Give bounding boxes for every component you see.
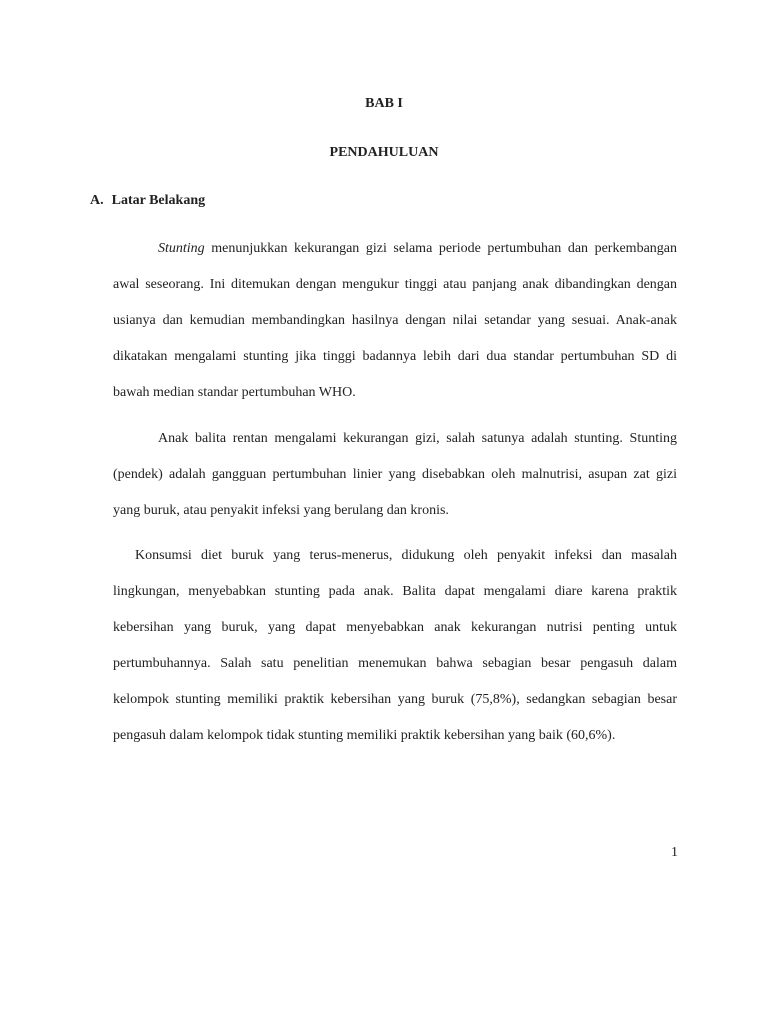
- paragraph-2: Anak balita rentan mengalami kekurangan gizi, salah satunya adalah stunting. Stunting (pendek) adalah gangguan pertumbuhan linier yang disebabkan oleh malnutrisi, asupan zat gizi yang buruk, atau penyakit infeksi yang berulang dan kronis.: [113, 431, 677, 518]
- section-title: Latar Belakang: [111, 193, 206, 208]
- paragraph-1: [113, 231, 677, 411]
- chapter-title: PENDAHULUAN: [329, 145, 439, 160]
- chapter-number: BAB I: [365, 96, 403, 111]
- italic-term: Stunting: [158, 241, 205, 256]
- page-number: 1: [671, 845, 678, 860]
- paragraph-3: Konsumsi diet buruk yang terus-menerus, didukung oleh penyakit infeksi dan masalah lingkungan, menyebabkan stunting pada anak. Balita dapat mengalami diare karena praktik kebersihan yang buruk, yang dapat menyebabkan anak kekurangan nutrisi penting untuk pertumbuhannya. Salah satu penelitian menemukan bahwa sebagian besar pengasuh dalam kelompok stunting memiliki praktik kebersihan yang buruk (75,8%), sedangkan sebagian besar pengasuh dalam kelompok tidak stunting memiliki praktik kebersihan yang baik (60,6%).: [113, 548, 677, 743]
- section-marker: A.: [90, 193, 104, 208]
- paragraph-1-text: menunjukkan kekurangan gizi selama periode pertumbuhan dan perkembangan awal seseorang. Ini ditemukan dengan mengukur tinggi atau panjang anak dibandingkan dengan usianya dan kemudian membandingkan hasilnya dengan nilai setandar yang sesuai. Anak-anak dikatakan mengalami stunting jika tinggi badannya lebih dari dua standar pertumbuhan SD di bawah median standar pertumbuhan WHO.: [113, 241, 677, 400]
- section-heading: [90, 191, 205, 211]
